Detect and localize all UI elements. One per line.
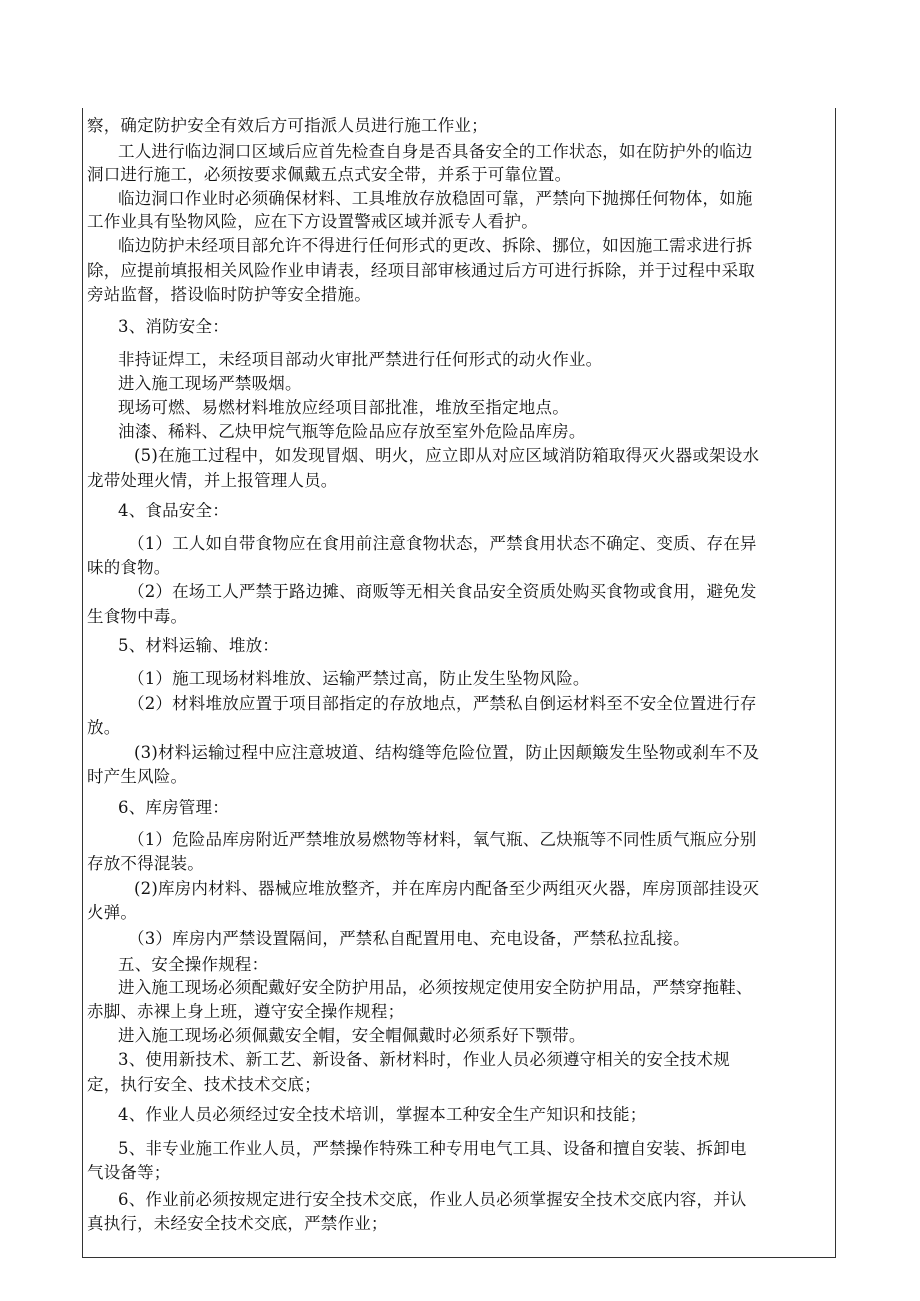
text-line: （2）在场工人严禁于路边摊、商贩等无相关食品安全资质处购买食物或食用，避免发 xyxy=(128,582,757,601)
text-line: 旁站监督，搭设临时防护等安全措施。 xyxy=(87,285,371,304)
section-heading: 3、消防安全： xyxy=(118,317,229,336)
text-line: 洞口进行施工，必须按要求佩戴五点式安全带，并系于可靠位置。 xyxy=(87,165,572,184)
text-line: 除，应提前填报相关风险作业申请表，经项目部审核通过后方可进行拆除，并于过程中采取 xyxy=(87,261,755,280)
text-line: （3）库房内严禁设置隔间，严禁私自配置用电、充电设备，严禁私拉乱接。 xyxy=(128,929,690,948)
text-line: 定，执行安全、技术技术交底； xyxy=(87,1075,321,1094)
text-line: 临边防护未经项目部允许不得进行任何形式的更改、拆除、挪位，如因施工需求进行拆 xyxy=(118,236,753,255)
section-heading: 5、材料运输、堆放： xyxy=(118,636,279,655)
text-line: （1）施工现场材料堆放、运输严禁过高，防止发生坠物风险。 xyxy=(128,669,590,688)
text-line: 火弹。 xyxy=(87,903,138,922)
text-line: 真执行，未经安全技术交底，严禁作业； xyxy=(87,1214,388,1233)
text-line: 工人进行临边洞口区域后应首先检查自身是否具备安全的工作状态，如在防护外的临边 xyxy=(118,142,753,161)
text-line: 5、非专业施工作业人员，严禁操作特殊工种专用电气工具、设备和擅自安装、拆卸电 xyxy=(118,1139,747,1158)
text-line: 临边洞口作业时必须确保材料、工具堆放存放稳固可靠，严禁向下抛掷任何物体，如施 xyxy=(118,189,753,208)
text-line: 6、作业前必须按规定进行安全技术交底，作业人员必须掌握安全技术交底内容，并认 xyxy=(118,1190,747,1209)
text-line: （2）材料堆放应置于项目部指定的存放地点，严禁私自倒运材料至不安全位置进行存 xyxy=(128,694,757,713)
text-line: 味的食物。 xyxy=(87,558,171,577)
text-line: 生食物中毒。 xyxy=(87,607,188,626)
section-heading: 6、库房管理： xyxy=(118,798,229,817)
text-line: (2)库房内材料、器械应堆放整齐，并在库房内配备至少两组灭火器，库房顶部挂设灭 xyxy=(134,879,760,898)
text-line: 进入施工现场必须配戴好安全防护用品，必须按规定使用安全防护用品，严禁穿拖鞋、 xyxy=(118,978,753,997)
text-line: 进入施工现场必须佩戴安全帽，安全帽佩戴时必须系好下颚带。 xyxy=(118,1026,586,1045)
text-line: 放。 xyxy=(87,718,121,737)
text-line: 油漆、稀料、乙炔甲烷气瓶等危险品应存放至室外危险品库房。 xyxy=(118,422,586,441)
text-line: 现场可燃、易燃材料堆放应经项目部批准，堆放至指定地点。 xyxy=(118,398,569,417)
text-line: 非持证焊工，未经项目部动火审批严禁进行任何形式的动火作业。 xyxy=(118,350,603,369)
text-line: (5)在施工过程中，如发现冒烟、明火，应立即从对应区域消防箱取得灭火器或架设水 xyxy=(134,446,760,465)
text-line: 时产生风险。 xyxy=(87,767,188,786)
text-line: （1）工人如自带食物应在食用前注意食物状态，严禁食用状态不确定、变质、存在异 xyxy=(128,534,757,553)
text-line: 进入施工现场严禁吸烟。 xyxy=(118,374,302,393)
text-line: 龙带处理火情，并上报管理人员。 xyxy=(87,471,338,490)
text-line: 察，确定防护安全有效后方可指派人员进行施工作业； xyxy=(87,116,488,135)
text-line: 工作业具有坠物风险，应在下方设置警戒区域并派专人看护。 xyxy=(87,212,538,231)
section-heading: 4、食品安全： xyxy=(118,501,229,520)
text-line: （1）危险品库房附近严禁堆放易燃物等材料，氧气瓶、乙炔瓶等不同性质气瓶应分别 xyxy=(128,830,757,849)
text-line: 存放不得混装。 xyxy=(87,854,204,873)
text-line: 4、作业人员必须经过安全技术培训，掌握本工种安全生产知识和技能； xyxy=(118,1105,647,1124)
text-line: 赤脚、赤裸上身上班，遵守安全操作规程； xyxy=(87,1002,405,1021)
text-line: 气设备等； xyxy=(87,1163,171,1182)
text-line: (3)材料运输过程中应注意坡道、结构缝等危险位置，防止因颠簸发生坠物或刹车不及 xyxy=(134,743,760,762)
text-line: 3、使用新技术、新工艺、新设备、新材料时，作业人员必须遵守相关的安全技术规 xyxy=(118,1050,730,1069)
section-heading: 五、安全操作规程： xyxy=(118,955,269,974)
